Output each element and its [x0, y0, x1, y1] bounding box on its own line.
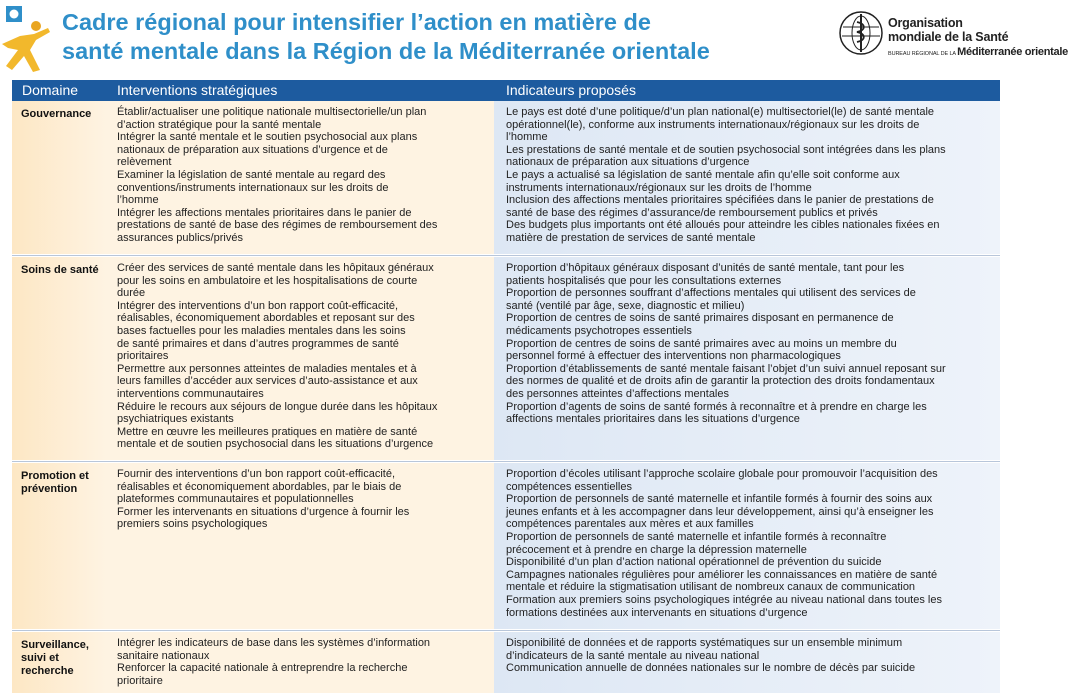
- domain-label: Promotion et: [21, 470, 89, 482]
- person-icon: [0, 4, 56, 74]
- domain-label: Gouvernance: [21, 108, 92, 120]
- intervention-line: assurances publics/privés: [117, 231, 243, 244]
- indicator-line: Des budgets plus importants ont été alloués pour atteindre les cibles nationales fixées en: [506, 219, 940, 232]
- intervention-line: de santé primaires et dans d’autres programmes de santé: [117, 337, 399, 350]
- domain-cell: [12, 257, 106, 460]
- table-header: [12, 80, 1000, 101]
- indicator-line: affections mentales prioritaires dans les situations d’urgence: [506, 413, 800, 426]
- intervention-line: Permettre aux personnes atteintes de maladies mentales et à: [117, 362, 417, 375]
- intervention-line: durée: [117, 287, 146, 300]
- interventions-cell: [106, 101, 494, 255]
- indicator-line: santé de base des régimes d’assurance/de remboursement publics et privés: [506, 206, 878, 219]
- intervention-line: plateformes communautaires et populationnelles: [117, 493, 354, 506]
- indicator-line: matière de prestation de services de santé mentale: [506, 231, 756, 244]
- indicator-line: formations destinées aux intervenants en situations d’urgence: [506, 606, 808, 619]
- intervention-line: prestations de santé de base des régimes de remboursement des: [117, 219, 438, 232]
- indicator-line: Disponibilité de données et de rapports systématiques sur un ensemble minimum: [506, 637, 903, 649]
- title-line-2: santé mentale dans la Région de la Méditerranée orientale: [62, 38, 710, 64]
- indicator-line: d’indicateurs de la santé mentale au niveau national: [506, 649, 760, 662]
- intervention-line: leurs familles d’accéder aux services d’auto-assistance et aux: [117, 375, 418, 388]
- intervention-line: pour les soins en ambulatoire et les hospitalisations de courte: [117, 274, 418, 287]
- indicator-line: Les prestations de santé mentale et de soutien psychosocial sont intégrées dans les plans: [506, 143, 946, 156]
- intervention-line: interventions communautaires: [117, 387, 264, 400]
- intervention-line: Fournir des interventions d’un bon rapport coût-efficacité,: [117, 468, 396, 480]
- intervention-line: Intégrer les affections mentales prioritaires dans le panier de: [117, 206, 412, 219]
- intervention-line: réalisables, économiquement abordables et reposant sur des: [117, 312, 415, 325]
- intervention-line: Établir/actualiser une politique nationale multisectorielle/un plan: [117, 106, 427, 118]
- indicator-line: Proportion d’écoles utilisant l’approche scolaire globale pour promouvoir l’acquisition des: [506, 468, 938, 480]
- indicator-line: compétences essentielles: [506, 480, 632, 493]
- indicator-line: Le pays a actualisé sa législation de santé mentale afin qu’elle soit conforme aux: [506, 168, 900, 181]
- intervention-line: réalisables et économiquement abordables, par le biais de: [117, 480, 402, 493]
- header-interventions: Interventions stratégiques: [117, 82, 278, 98]
- page-title: [62, 8, 822, 66]
- indicator-line: Inclusion des affections mentales prioritaires spécifiées dans le panier de prestations de: [506, 194, 934, 207]
- intervention-line: psychiatriques existants: [117, 413, 234, 426]
- who-name-line-2: mondiale de la Santé: [888, 30, 1009, 44]
- indicator-line: Proportion de personnels de santé maternelle et infantile formés à reconnaître: [506, 530, 887, 543]
- domain-cell: [12, 632, 106, 693]
- indicator-line: Proportion de centres de soins de santé primaires disposant en permanence de: [506, 312, 894, 325]
- intervention-line: Examiner la législation de santé mentale au regard des: [117, 168, 386, 181]
- domain-label: suivi et: [21, 652, 59, 664]
- interventions-cell: [106, 257, 494, 460]
- indicator-line: précocement et à prendre en charge la dépression maternelle: [506, 543, 807, 556]
- interventions-cell: [106, 463, 494, 629]
- intervention-line: Mettre en œuvre les meilleures pratiques en matière de santé: [117, 425, 418, 438]
- indicators-cell: [494, 632, 1000, 693]
- who-logo: [838, 10, 1068, 70]
- table-row: [12, 632, 1000, 693]
- domain-cell: [12, 463, 106, 629]
- indicator-line: nationaux de préparation aux situations d’urgence: [506, 156, 750, 169]
- who-emblem-icon: [838, 10, 884, 56]
- indicator-line: des normes de qualité et de droits afin de garantir la protection des droits fondamentaux: [506, 375, 935, 388]
- domain-cell: [12, 101, 106, 255]
- intervention-line: l’homme: [117, 194, 159, 207]
- indicator-line: santé (ventilé par âge, sexe, diagnostic et milieu): [506, 299, 745, 312]
- intervention-line: relèvement: [117, 156, 172, 169]
- who-name-line-1: Organisation: [888, 16, 963, 30]
- indicator-line: des personnes atteintes d’affections mentales: [506, 387, 729, 400]
- table-row: [12, 101, 1000, 255]
- indicator-line: Proportion d’établissements de santé mentale faisant l’objet d’un suivi annuel reposant sur: [506, 362, 946, 375]
- intervention-line: premiers soins psychologiques: [117, 518, 268, 531]
- domain-label: Soins de santé: [21, 264, 99, 276]
- indicator-line: Formation aux premiers soins psychologiques intégrée au niveau national dans toutes les: [506, 593, 942, 606]
- page-header: [0, 0, 1068, 78]
- indicator-line: Proportion de personnels de santé maternelle et infantile formés à fournir des soins aux: [506, 493, 933, 506]
- indicator-line: Campagnes nationales régulières pour améliorer les connaissances en matière de santé: [506, 568, 938, 581]
- indicator-line: Disponibilité d’un plan d’action national opérationnel de prévention du suicide: [506, 556, 882, 569]
- indicator-line: Proportion de centres de soins de santé primaires avec au moins un membre du: [506, 337, 897, 350]
- who-office-prefix: BUREAU RÉGIONAL DE LA: [888, 51, 956, 57]
- who-regional-office: [888, 46, 1068, 58]
- indicator-line: patients hospitalisés que pour les consultations externes: [506, 274, 782, 287]
- intervention-line: Renforcer la capacité nationale à entreprendre la recherche: [117, 662, 408, 675]
- who-text: [888, 16, 1068, 58]
- indicator-line: Proportion d’hôpitaux généraux disposant d’unités de santé mentale, tant pour les: [506, 262, 905, 274]
- domain-label: prévention: [21, 483, 78, 495]
- indicator-line: compétences parentales aux mères et aux familles: [506, 518, 754, 531]
- intervention-line: Former les intervenants en situations d’urgence à fournir les: [117, 505, 410, 518]
- intervention-line: Réduire le recours aux séjours de longue durée dans les hôpitaux: [117, 400, 438, 413]
- intervention-line: d’action stratégique pour la santé mentale: [117, 118, 322, 131]
- indicator-line: Proportion d’agents de soins de santé formés à reconnaître et à prendre en charge les: [506, 400, 927, 413]
- intervention-line: Intégrer les indicateurs de base dans les systèmes d’information: [117, 637, 431, 649]
- who-office-region: Méditerranée orientale: [957, 46, 1068, 58]
- table-row: [12, 257, 1000, 460]
- intervention-line: Créer des services de santé mentale dans les hôpitaux généraux: [117, 262, 434, 274]
- intervention-line: Intégrer la santé mentale et le soutien psychosocial aux plans: [117, 131, 418, 144]
- title-line-1: Cadre régional pour intensifier l’action en matière de: [62, 9, 651, 35]
- intervention-line: prioritaires: [117, 350, 169, 363]
- intervention-line: conventions/instruments internationaux sur les droits de: [117, 181, 389, 194]
- domain-label: Surveillance,: [21, 639, 89, 651]
- intervention-line: sanitaire nationaux: [117, 649, 210, 662]
- indicator-line: instruments internationaux/régionaux sur les droits de l’homme: [506, 181, 812, 194]
- indicator-line: Proportion de personnes souffrant d’affections mentales qui utilisent des services de: [506, 287, 916, 300]
- indicators-cell: [494, 463, 1000, 629]
- table-row: [12, 463, 1000, 629]
- indicators-cell: [494, 101, 1000, 255]
- indicator-line: mentale et réduire la stigmatisation utilisant de nombreux canaux de communication: [506, 581, 916, 594]
- indicator-line: personnel formé à effectuer des interventions non pharmacologiques: [506, 350, 841, 363]
- indicator-line: jeunes enfants et à les accompagner dans leur développement, ainsi qu’à enseigner les: [506, 505, 934, 518]
- indicator-line: médicaments psychotropes essentiels: [506, 324, 692, 337]
- indicator-line: opérationnel(le), conforme aux instruments internationaux/régionaux sur les droits de: [506, 118, 920, 131]
- domain-label: recherche: [21, 665, 74, 677]
- indicators-cell: [494, 257, 1000, 460]
- indicator-line: Le pays est doté d’une politique/d’un plan national(e) multisectoriel(le) de santé mentale: [506, 106, 935, 118]
- intervention-line: prioritaire: [117, 674, 163, 687]
- intervention-line: mentale et de soutien psychosocial dans les situations d’urgence: [117, 438, 434, 451]
- header-indicateurs: Indicateurs proposés: [506, 82, 636, 98]
- header-domaine: Domaine: [22, 82, 79, 98]
- intervention-line: Intégrer des interventions d’un bon rapport coût-efficacité,: [117, 299, 399, 312]
- interventions-cell: [106, 632, 494, 693]
- intervention-line: bases factuelles pour les maladies mentales dans les soins: [117, 324, 406, 337]
- intervention-line: nationaux de préparation aux situations d’urgence et de: [117, 143, 388, 156]
- indicator-line: l’homme: [506, 131, 548, 144]
- indicator-line: Communication annuelle de données nationales sur le nombre de décès par suicide: [506, 662, 916, 675]
